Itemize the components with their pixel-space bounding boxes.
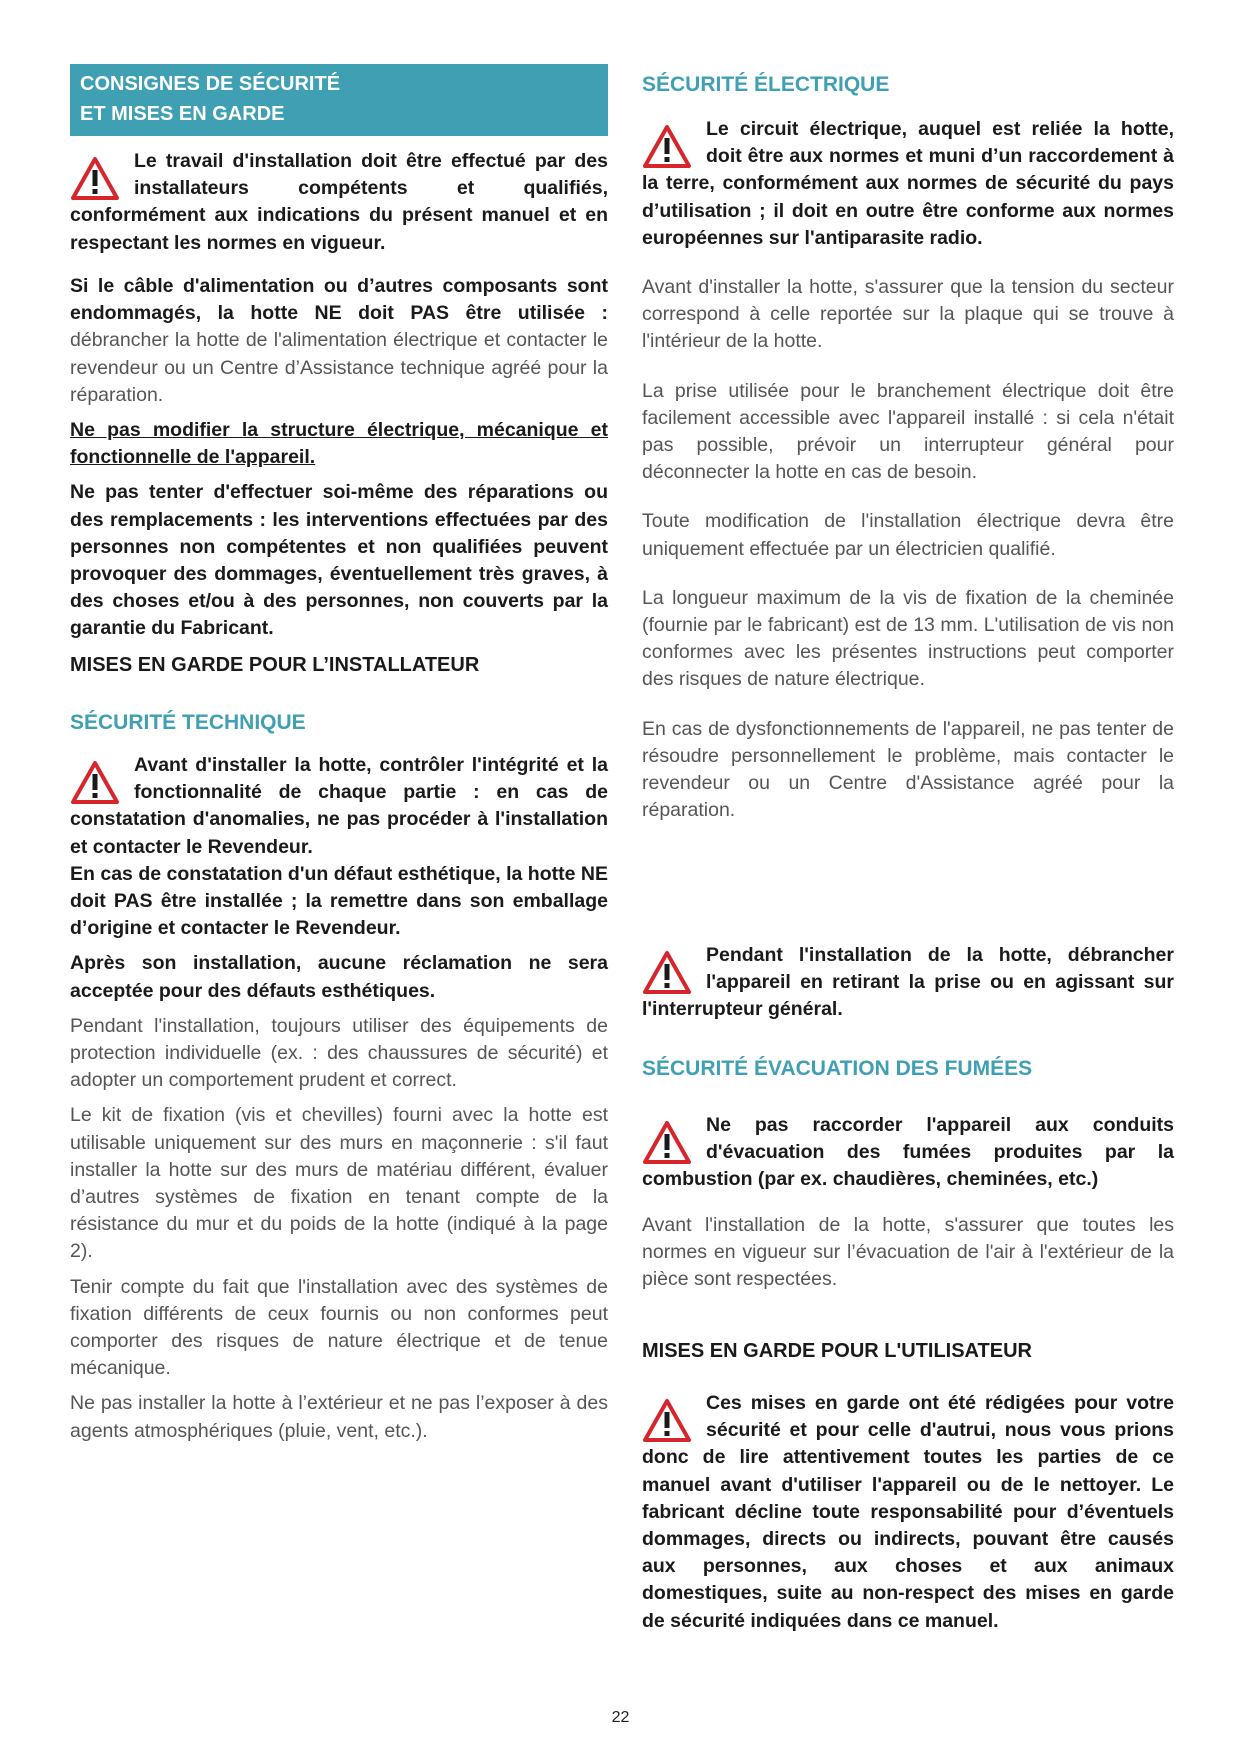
page-number: 22 — [611, 1709, 630, 1726]
no-modify-text: Ne pas modifier la structure électrique, mécanique et fonctionnelle de l'appareil. — [70, 419, 608, 469]
warning-unplug-text: Pendant l'installation de la hotte, débrancher l'appareil en retirant la prise ou en agissant sur l'interrupteur général. — [642, 944, 1174, 1021]
electrician-text: Toute modification de l'installation électrique devra être uniquement effectuée par un électricien qualifié. — [642, 510, 1174, 560]
screw-length-text: La longueur maximum de la vis de fixation de la cheminée (fournie par le fabricant) est de 13 mm. L'utilisation de vis non conformes avec les présentes instructions peut comporter des risques de nature électrique. — [642, 586, 1174, 691]
no-repair-text: Ne pas tenter d'effectuer soi-même des réparations ou des remplacements : les interventions effectuées par des personnes non compétentes et non qualifiées peuvent provoquer des dommages, éventuellement très graves, à des choses et/ou à des personnes, non couverts par la garantie du Fabricant. — [70, 481, 608, 640]
warning-triangle-icon — [70, 760, 120, 806]
outdoor-text: Ne pas installer la hotte à l’extérieur et ne pas l’exposer à des agents atmosphériques (pluie, vent, etc.). — [70, 1392, 608, 1442]
heading-user: MISES EN GARDE POUR L'UTILISATEUR — [642, 1340, 1032, 1362]
fixing-kit-text: Le kit de fixation (vis et chevilles) fourni avec la hotte est utilisable uniquement sur des murs en maçonnerie : s'il faut installer la hotte sur des murs de matériau différent, évaluer d’autres systèmes de fixation en tenant compte de la résistance du mur et du poids de la hotte (indiqué à la page 2). — [70, 1104, 608, 1263]
other-fixing-text: Tenir compte du fait que l'installation avec des systèmes de fixation différents de ceux fournis ou non conformes peut comporter des risques de nature électrique et de tenue mécanique. — [70, 1275, 608, 1380]
warning-triangle-icon — [642, 950, 692, 996]
plug-text: La prise utilisée pour le branchement électrique doit être facilement accessible avec l'appareil installé : si cela n'était pas possible, prévoir un interrupteur général pour déconnecter la hotte en cas de besoin. — [642, 379, 1174, 484]
heading-smoke-safety: SÉCURITÉ ÉVACUATION DES FUMÉES — [642, 1057, 1033, 1080]
warning-circuit-text: Le circuit électrique, auquel est reliée la hotte, doit être aux normes et muni d’un raccordement à la terre, conformément aux normes de sécurité du pays d’utilisation ; il doit en outre être conforme aux normes européennes sur l'antiparasite radio. — [642, 118, 1174, 249]
no-claim-text: Après son installation, aucune réclamation ne sera acceptée pour des défauts esthétiques. — [70, 952, 608, 1002]
warning-installers-text: Le travail d'installation doit être effectué par des installateurs compétents et qualifiés, conformément aux indications du présent manuel et en respectant les normes en vigueur. — [70, 150, 608, 254]
section-header-line2: ET MISES EN GARDE — [80, 103, 285, 125]
right-warning-block-4 — [642, 1390, 1174, 1643]
left-warning-block-2 — [70, 752, 608, 1453]
cable-damage-text: débrancher la hotte de l'alimentation électrique et contacter le revendeur ou un Centre d’Assistance technique agréé pour la réparation. — [70, 329, 608, 406]
right-warning-block-2 — [642, 942, 1174, 1032]
heading-technical-safety: SÉCURITÉ TECHNIQUE — [70, 711, 306, 734]
warning-triangle-icon — [642, 124, 692, 170]
warning-no-flue-text: Ne pas raccorder l'appareil aux conduits d'évacuation des fumées produites par la combustion (par ex. chaudières, cheminées, etc.) — [642, 1114, 1174, 1191]
heading-electrical-safety: SÉCURITÉ ÉLECTRIQUE — [642, 73, 890, 96]
left-warning-block-1 — [70, 148, 608, 265]
right-warning-block-1 — [642, 116, 1174, 832]
warning-triangle-icon — [642, 1398, 692, 1444]
voltage-text: Avant d'installer la hotte, s'assurer que la tension du secteur correspond à celle reportée sur la plaque qui se trouve à l'intérieur de la hotte. — [642, 276, 1174, 353]
heading-installer: MISES EN GARDE POUR L’INSTALLATEUR — [70, 654, 480, 676]
warning-triangle-icon — [70, 156, 120, 202]
malfunction-text: En cas de dysfonctionnements de l'appareil, ne pas tenter de résoudre personnellement le problème, mais contacter le revendeur ou un Centre d'Assistance agréé pour la réparation. — [642, 717, 1174, 822]
cable-damage-bold: Si le câble d'alimentation ou d’autres composants sont endommagés, la hotte NE doit PAS être utilisée : — [70, 275, 608, 325]
section-header-line1: CONSIGNES DE SÉCURITÉ — [80, 73, 341, 95]
warning-user-text: Ces mises en garde ont été rédigées pour votre sécurité et pour celle d'autrui, nous vous prions donc de lire attentivement toutes les parties de ce manuel avant d'utiliser l'appareil ou de le nettoyer. Le fabricant décline toute responsabilité pour d’éventuels dommages, directs ou indirects, pouvant être causés aux personnes, aux choses et aux animaux domestiques, suite au non-respect des mises en garde de sécurité indiquées dans ce manuel. — [642, 1392, 1174, 1632]
warning-check-integrity-text: Avant d'installer la hotte, contrôler l'intégrité et la fonctionnalité de chaque partie : en cas de constatation d'anomalies, ne pas procéder à l'installation et contacter le Revendeur. — [70, 754, 608, 858]
left-paragraphs-1 — [70, 273, 608, 651]
ppe-text: Pendant l'installation, toujours utiliser des équipements de protection individuelle (ex. : des chaussures de sécurité) et adopter un comportement prudent et correct. — [70, 1014, 608, 1092]
air-evacuation-text: Avant l'installation de la hotte, s'assurer que toutes les normes en vigueur sur l’évacuation de l'air à l'extérieur de la pièce sont respectées. — [642, 1213, 1174, 1291]
warning-triangle-icon — [642, 1120, 692, 1166]
aesthetic-defect-text: En cas de constatation d'un défaut esthétique, la hotte NE doit PAS être installée ; la remettre dans son emballage d’origine et contacter le Revendeur. — [70, 862, 608, 940]
section-header-bar — [70, 64, 608, 136]
right-warning-block-3 — [642, 1112, 1174, 1301]
